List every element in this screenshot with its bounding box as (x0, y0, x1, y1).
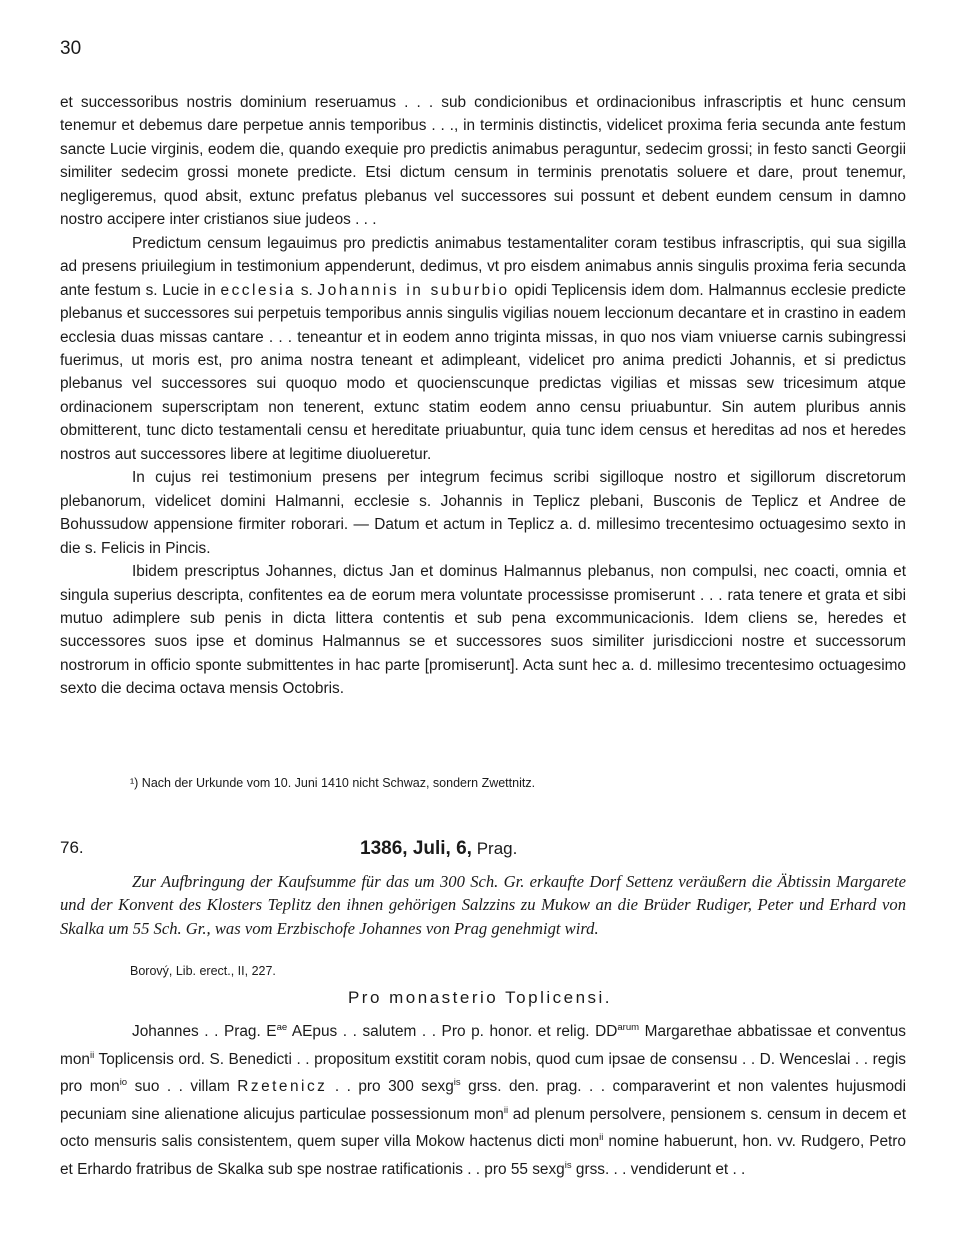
document-place: Prag. (476, 839, 518, 858)
charter-paragraph (60, 466, 906, 560)
text-segment: io (119, 1077, 128, 1089)
text-segment: grss. . . vendiderunt et . . (571, 1161, 746, 1179)
text-segment: ecclesia (220, 281, 297, 299)
footnote: ¹) Nach der Urkunde vom 10. Juni 1410 nicht Schwaz, sondern Zwettnitz. (130, 776, 536, 790)
text-segment: suo . . villam (127, 1078, 238, 1096)
text-segment: ii (89, 1049, 95, 1061)
text-segment: Toplicensis ord. S. Benedicti . . propositum exstitit coram nobis, quod cum ipsae de consensu . . D. Wenceslai . . regis pro mon (60, 1050, 906, 1096)
charter-paragraph (60, 232, 906, 467)
text-segment: Margarethae abbatissae et conventus mon (60, 1023, 906, 1068)
text-segment: Ibidem prescriptus Johannes, dictus Jan et dominus Halmannus plebanus, non compulsi, nec coacti, omnia et singula superius descripta, confitentes ea de eorum mera voluntate processisse promiserunt . . . rata tenere et grata et sibi mutuo adimplere sub penis in dicta littera contentis et sub pena excommunicacionis. Idem cliens se, heredes et successores suos ipse et dominus Halmannus se et successores suos similiter jurisdiccioni nostre et successorum nostrorum in officio sponte submittentes in hac parte [promiserunt]. Acta sunt hec a. d. millesimo trecentesimo octuagesimo sexto die decima octava mensis Octobris. (60, 563, 906, 698)
text-segment: nomine habuerunt, hon. vv. Rudgero, Petro et Erhardo fratribus de Skalka sub spe nostrae ratificationis . . pro 55 sexg (60, 1133, 906, 1179)
text-segment: ae (276, 1022, 288, 1033)
text-segment: Johannes . . Prag. E (132, 1023, 277, 1041)
text-segment: ii (599, 1132, 604, 1144)
charter-text (60, 91, 906, 701)
text-segment: s. (296, 281, 318, 299)
text-segment: Predictum censum legauimus pro predictis animabus testamentaliter coram testibus infrascriptis, qui sua sigilla ad presens priuilegium in testimonium appenderunt, dedimus, vt pro eisdem animabus annis singulis proxima feria secunda ante festum s. Lucie in (60, 234, 906, 299)
text-segment: grss. den. prag. . . comparaverint et non valentes hujusmodi pecuniam sine alienatione alicujus particulae possessionum mon (60, 1078, 907, 1123)
document-heading (360, 838, 720, 860)
text-segment: is (453, 1077, 461, 1089)
text-segment: ad plenum persolvere, pensionem s. censum in decem et octo mensuris salis consistentem, quem super villa Mokow hactenus dicti mon (60, 1105, 906, 1151)
text-segment: Johannis in suburbio (317, 281, 510, 299)
text-segment: arum (617, 1022, 640, 1033)
source-citation: Borový, Lib. erect., II, 227. (130, 964, 276, 978)
page-number: 30 (60, 38, 82, 59)
document-text-paragraph (60, 1016, 906, 1181)
document-number: 76. (60, 838, 84, 857)
text-segment: et successoribus nostris dominium reseruamus . . . sub condicionibus et ordinacionibus infrascriptis et hunc censum tenemur et debemus dare perpetue annis temporibus . . ., in terminis distinctis, videlicet proxima feria secunda ante festum sancte Lucie virginis, eodem die, quando exequie pro predictis animabus peraguntur, sedecim grossi; in festo sancti Georgii similiter sedecim grossi monete predicte. Etsi dictum censum in terminis prenotatis soluere et dare, prout tenemur, negligeremus, quod absit, extunc prefatus plebanus vel successores sui possunt et debent eundem censum in damno nostro accipere inter cristianos siue judeos . . . (60, 94, 906, 229)
text-segment: is (564, 1159, 572, 1171)
document-date: 1386, Juli, 6, (360, 838, 472, 859)
regest (60, 870, 906, 940)
text-segment: AEpus . . salutem . . Pro p. honor. et relig. DD (287, 1023, 618, 1041)
text-segment: . . pro 300 sexg (327, 1078, 454, 1096)
regest-text: Zur Aufbringung der Kaufsumme für das um 300 Sch. Gr. erkaufte Dorf Settenz veräußern die Äbtissin Margarete und der Konvent des Klosters Teplitz den ihnen gehörigen Salzzins zu Mukow an die Brüder Rudiger, Peter und Erhard von Skalka um 55 Sch. Gr., was vom Erzbischofe Johannes von Prag genehmigt wird. (60, 872, 906, 938)
charter-paragraph (60, 91, 906, 232)
text-segment: In cujus rei testimonium presens per integrum fecimus scribi sigilloque nostro et sigillorum discretorum plebanorum, videlicet domini Halmanni, ecclesie s. Johannis in Teplicz plebani, Busconis de Teplicz et Andree de Bohussudow appensione firmiter roborari. — Datum et actum in Teplicz a. d. millesimo trecentesimo octuagesimo sexto in die s. Felicis in Pincis. (60, 469, 906, 557)
document-text (60, 1016, 906, 1181)
text-segment: opidi Teplicensis idem dom. Halmannus ecclesie predicte plebanus et successores sui perpetuis temporibus annis singulis vigilias nouem leccionum decantare et in crastino in eadem ecclesia duas missas cantare . . . teneantur et in eodem anno triginta missas, in quo nos viam vniuerse carnis subingressi fuerimus, ut moris est, pro anima nostra teneant et adimpleant, videlicet pro anima predicti Johannis, et si predictus plebanus vel successores sui quoquo modo et quocienscunque predictas vigilias et missas sew tricesimum atque ordinacionem superscriptam non tenerent, extunc statim eodem anno censu priuabuntur. Sin autem pluribus annis obmitterent, tunc dicto testamentali censu et hereditate priuabuntur, quia tunc idem census et hereditas ad nos et heredes nostros aut successores libere at legitime diuolueretur. (60, 281, 906, 463)
text-segment: Rzetenicz (237, 1078, 328, 1096)
charter-paragraph (60, 560, 906, 701)
section-title: Pro monasterio Toplicensi. (347, 988, 613, 1007)
text-segment: ii (503, 1104, 509, 1116)
